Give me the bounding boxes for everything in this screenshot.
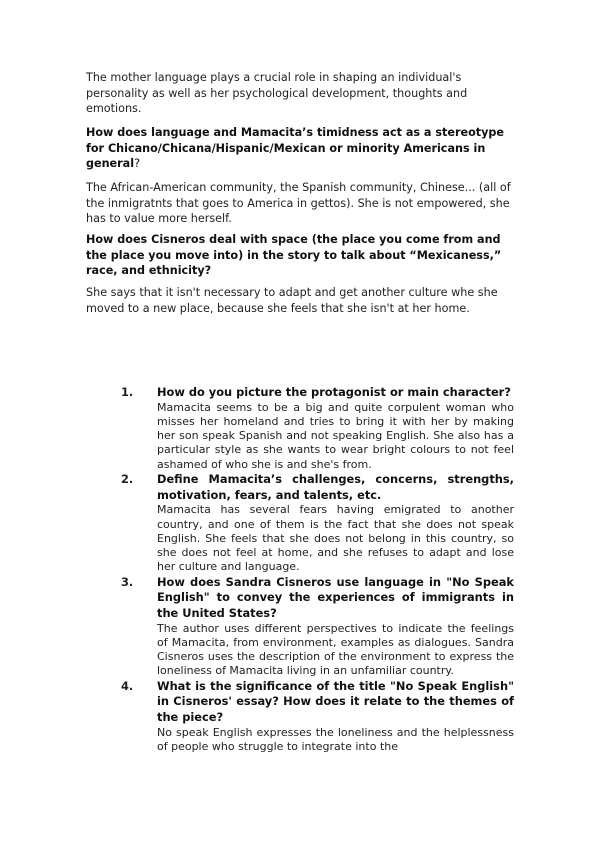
answer-paragraph-2: She says that it isn't necessary to adapt and get another culture whe she moved to a new place, because she feels that she isn't at her home. [86,286,498,315]
question-1-text: How does language and Mamacita’s timidness act as a stereotype for Chicano/Chicana/Hispanic/Mexican or minority Americans in general [86,126,504,171]
list-item-answer: No speak English expresses the loneliness and the helplessness of people who struggle to integrate into the [157,725,514,753]
list-item [0,385,599,472]
list-item-question: How does Sandra Cisneros use language in "No Speak English" to convey the experiences of immigrants in the United States? [157,574,514,620]
list-item-question: How do you picture the protagonist or main character? [157,385,511,399]
list-item-question: What is the significance of the title "No Speak English" in Cisneros' essay? How does it relate to the themes of the piece? [157,678,514,724]
list-item [0,472,599,575]
list-item-question: Define Mamacita’s challenges, concerns, strengths, motivation, fears, and talents, etc. [157,472,514,502]
list-item-number: 3. [121,574,134,589]
list-item [0,575,599,679]
question-1-tail: ? [134,157,141,171]
answer-paragraph-1: The African-American community, the Spanish community, Chinese... (all of the inmigratnts that goes to America in gettos). She is not empowered, she has to value more herself. [86,181,511,226]
list-item-number: 4. [121,678,134,693]
question-paragraph-1 [86,125,516,172]
list-item-number: 2. [121,472,134,487]
question-paragraph-2: How does Cisneros deal with space (the place you come from and the place you move into) in the story to talk about “Mexicaness,” race, and ethnicity? [86,233,502,278]
list-item-answer: Mamacita has several fears having emigrated to another country, and one of them is the fact that she does not speak English. She feels that she does not belong in this country, so she does not feel at home, and she refuses to adapt and lose her culture and language. [157,503,514,574]
list-item-number: 1. [121,385,134,399]
intro-paragraph: The mother language plays a crucial role in shaping an individual's personality as well as her psychological development, thoughts and emotions. [86,71,468,116]
list-item-answer: The author uses different perspectives to indicate the feelings of Mamacita, from environment, examples as dialogues. Sandra Cisneros uses the description of the environment to express the loneliness of Mamacita living in an unfamiliar country. [157,621,514,678]
list-item-answer: Mamacita seems to be a big and quite corpulent woman who misses her homeland and tries to bring it with her by making her son speak Spanish and not speaking English. She also has a particular style as she wants to wear bright colours to not feel ashamed of who she is and she's from. [157,400,514,471]
list-item [0,679,599,754]
numbered-question-list [0,385,599,754]
